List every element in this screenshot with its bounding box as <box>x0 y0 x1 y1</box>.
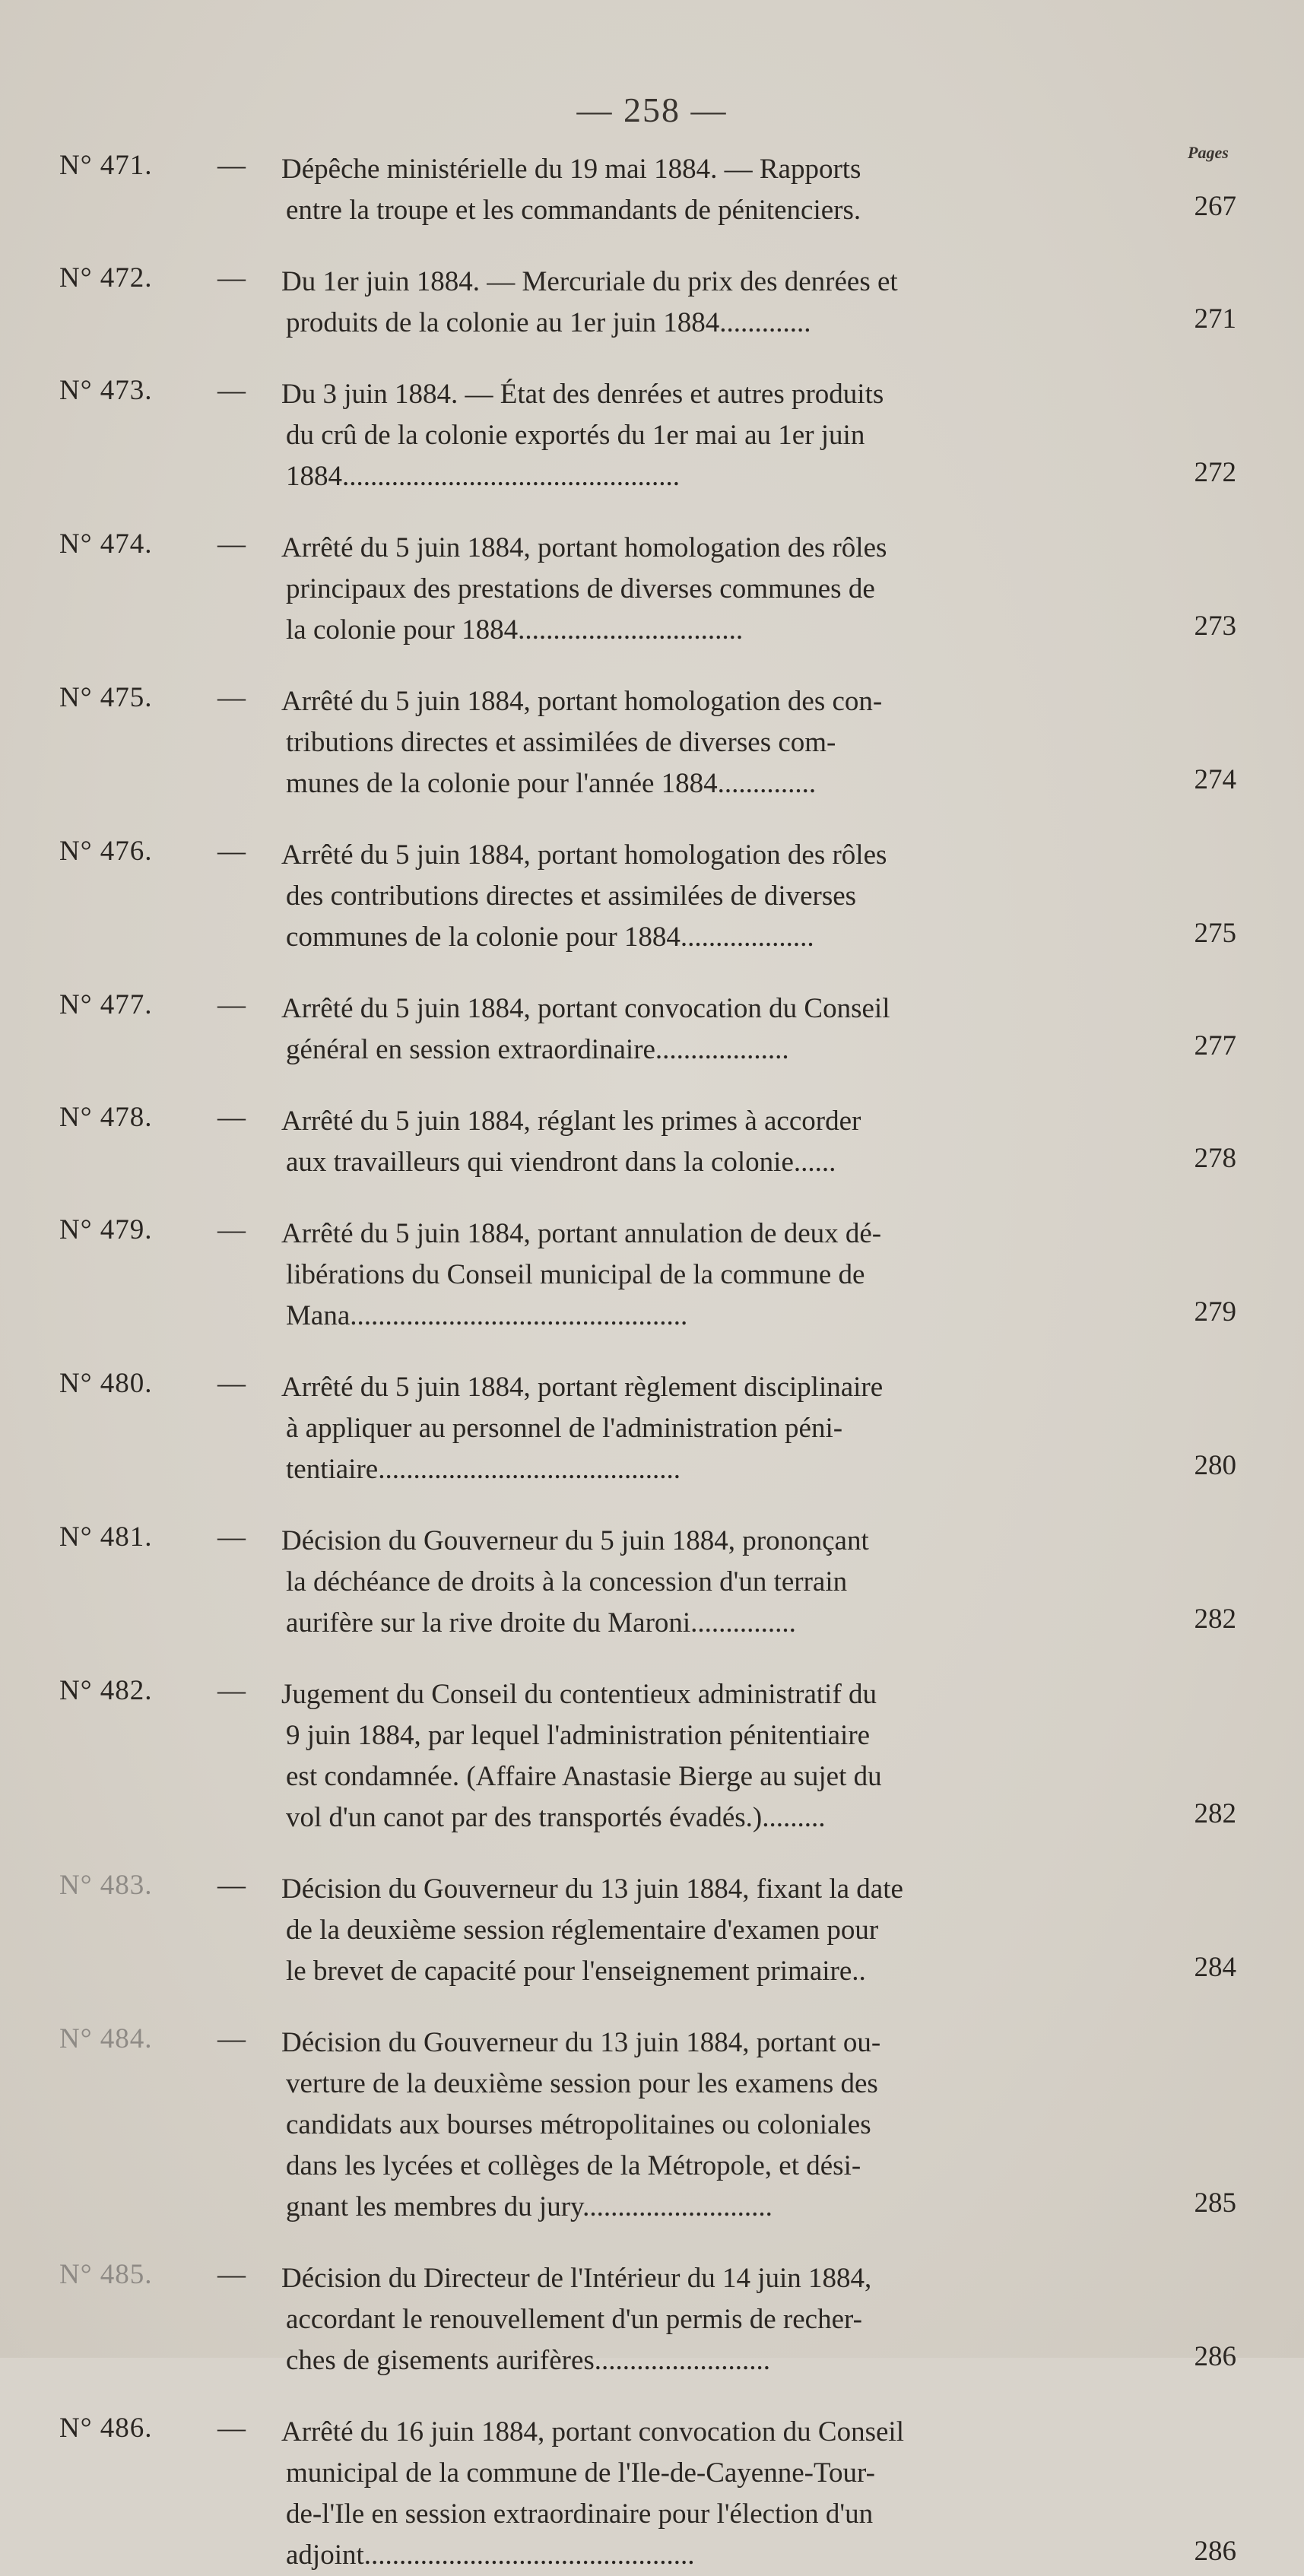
entry-line: ches de gisements aurifères......................... <box>286 2345 771 2376</box>
page-number: — 258 — <box>576 90 728 129</box>
entry-dash: — <box>217 1521 246 1553</box>
entry-line: munes de la colonie pour l'année 1884.............. <box>286 768 817 799</box>
entry-description <box>265 262 1230 344</box>
entry-line: produits de la colonie au 1er juin 1884............. <box>286 307 811 338</box>
entry-line: entre la troupe et les commandants de pénitenciers. <box>286 195 861 226</box>
entry-number: N° 475. <box>59 682 153 713</box>
entry-page-reference: 272 <box>1194 457 1236 488</box>
entry-description <box>265 2258 1230 2381</box>
entry-number: N° 486. <box>59 2413 153 2444</box>
entry-number: N° 480. <box>59 1368 153 1399</box>
entry-line: Décision du Gouverneur du 13 juin 1884, fixant la date <box>281 1873 903 1905</box>
entry-line: gnant les membres du jury........................... <box>286 2191 773 2222</box>
entry-dash: — <box>217 1102 246 1133</box>
entry-description <box>265 1101 1230 1183</box>
entry-line: Du 1er juin 1884. — Mercuriale du prix des denrées et <box>281 266 898 297</box>
entry-line: est condamnée. (Affaire Anastasie Bierge au sujet du <box>286 1761 882 1792</box>
entry-page-reference: 273 <box>1194 611 1236 642</box>
entry-description <box>265 1869 1230 1992</box>
entry-number: N° 484. <box>59 2023 153 2054</box>
entry-description <box>265 1674 1230 1838</box>
entry-dash: — <box>217 1368 246 1399</box>
entry-page-reference: 267 <box>1194 191 1236 222</box>
entry-line: communes de la colonie pour 1884................... <box>286 922 814 953</box>
entry-page-reference: 286 <box>1194 2536 1236 2567</box>
entry-page-reference: 271 <box>1194 303 1236 335</box>
entry-line: principaux des prestations de diverses communes de <box>286 573 875 604</box>
entry-line: vol d'un canot par des transportés évadés.)......... <box>286 1802 826 1833</box>
entry-dash: — <box>217 1675 246 1706</box>
entry-line: accordant le renouvellement d'un permis de recher- <box>286 2304 862 2335</box>
entry-number: N° 473. <box>59 375 153 406</box>
entry-description <box>265 2412 1230 2576</box>
entry-line: candidats aux bourses métropolitaines ou coloniales <box>286 2109 871 2140</box>
entry-page-reference: 282 <box>1194 1798 1236 1829</box>
entry-line: Du 3 juin 1884. — État des denrées et autres produits <box>281 379 884 410</box>
entry-dash: — <box>217 2023 246 2054</box>
entry-number: N° 483. <box>59 1870 153 1901</box>
entry-page-reference: 284 <box>1194 1952 1236 1983</box>
entry-line: dans les lycées et collèges de la Métropole, et dési- <box>286 2150 861 2181</box>
entry-page-reference: 274 <box>1194 764 1236 795</box>
entry-line: de la deuxième session réglementaire d'examen pour <box>286 1915 879 1946</box>
entry-dash: — <box>217 375 246 406</box>
entry-line: Jugement du Conseil du contentieux administratif du <box>281 1679 877 1710</box>
entry-number: N° 476. <box>59 836 153 867</box>
pages-column-label: Pages <box>1188 143 1229 162</box>
entry-number: N° 485. <box>59 2259 153 2290</box>
entry-line: le brevet de capacité pour l'enseignement primaire.. <box>286 1956 866 1987</box>
entry-line: Arrêté du 5 juin 1884, portant convocation du Conseil <box>281 993 890 1024</box>
entry-dash: — <box>217 262 246 293</box>
entry-line: 9 juin 1884, par lequel l'administration pénitentiaire <box>286 1720 871 1751</box>
entry-line: général en session extraordinaire................... <box>286 1034 789 1065</box>
entry-page-reference: 278 <box>1194 1143 1236 1174</box>
entry-line: Dépêche ministérielle du 19 mai 1884. — Rapports <box>281 154 861 185</box>
entry-dash: — <box>217 2413 246 2444</box>
entry-line: Arrêté du 5 juin 1884, portant homologation des con- <box>281 686 883 717</box>
entry-description <box>265 835 1230 958</box>
entry-line: Arrêté du 5 juin 1884, portant annulation de deux dé- <box>281 1218 882 1249</box>
entry-number: N° 479. <box>59 1214 153 1245</box>
entry-line: Arrêté du 5 juin 1884, portant homologation des rôles <box>281 532 887 563</box>
entry-page-reference: 285 <box>1194 2187 1236 2219</box>
entry-line: des contributions directes et assimilées de diverses <box>286 880 857 912</box>
entry-line: la colonie pour 1884................................ <box>286 614 744 646</box>
entry-description <box>265 1213 1230 1337</box>
entry-number: N° 481. <box>59 1521 153 1553</box>
entry-description <box>265 1367 1230 1490</box>
entry-dash: — <box>217 1214 246 1245</box>
entry-line: Décision du Directeur de l'Intérieur du 14 juin 1884, <box>281 2263 872 2294</box>
entry-line: tentiaire........................................... <box>286 1454 681 1485</box>
entry-line: tributions directes et assimilées de diverses com- <box>286 727 836 758</box>
entry-line: municipal de la commune de l'Ile-de-Cayenne-Tour- <box>286 2457 875 2489</box>
entry-page-reference: 286 <box>1194 2341 1236 2372</box>
entry-line: 1884................................................ <box>286 461 680 492</box>
entry-line: libérations du Conseil municipal de la commune de <box>286 1259 865 1290</box>
entry-description <box>265 681 1230 804</box>
entry-number: N° 471. <box>59 150 153 181</box>
entry-number: N° 472. <box>59 262 153 293</box>
entry-dash: — <box>217 989 246 1020</box>
entry-description <box>265 149 1230 231</box>
entry-description <box>265 988 1230 1071</box>
entry-number: N° 478. <box>59 1102 153 1133</box>
entry-page-reference: 275 <box>1194 918 1236 949</box>
entry-description <box>265 1521 1230 1644</box>
entry-number: N° 474. <box>59 528 153 560</box>
entry-line: à appliquer au personnel de l'administration péni- <box>286 1413 843 1444</box>
entry-page-reference: 282 <box>1194 1604 1236 1635</box>
entry-line: Décision du Gouverneur du 5 juin 1884, prononçant <box>281 1525 869 1556</box>
entry-description <box>265 374 1230 497</box>
entry-dash: — <box>217 682 246 713</box>
entry-dash: — <box>217 2259 246 2290</box>
entry-line: Arrêté du 16 juin 1884, portant convocation du Conseil <box>281 2416 904 2448</box>
entry-number: N° 482. <box>59 1675 153 1706</box>
entry-description <box>265 2022 1230 2228</box>
entry-line: de-l'Ile en session extraordinaire pour l'élection d'un <box>286 2498 874 2530</box>
entry-line: Mana................................................ <box>286 1300 688 1331</box>
entry-line: Décision du Gouverneur du 13 juin 1884, portant ou- <box>281 2027 881 2058</box>
entry-line: verture de la deuxième session pour les examens des <box>286 2068 878 2099</box>
entry-line: du crû de la colonie exportés du 1er mai au 1er juin <box>286 420 865 451</box>
entry-line: Arrêté du 5 juin 1884, réglant les primes à accorder <box>281 1106 861 1137</box>
entry-page-reference: 279 <box>1194 1296 1236 1328</box>
entry-page-reference: 280 <box>1194 1450 1236 1481</box>
entry-dash: — <box>217 1870 246 1901</box>
entry-line: la déchéance de droits à la concession d'un terrain <box>286 1566 848 1597</box>
entry-dash: — <box>217 528 246 560</box>
entry-line: adjoint............................................... <box>286 2540 695 2571</box>
entry-description <box>265 528 1230 651</box>
entry-number: N° 477. <box>59 989 153 1020</box>
entry-line: Arrêté du 5 juin 1884, portant homologation des rôles <box>281 839 887 871</box>
entry-dash: — <box>217 836 246 867</box>
entry-page-reference: 277 <box>1194 1030 1236 1061</box>
entry-line: Arrêté du 5 juin 1884, portant règlement disciplinaire <box>281 1372 884 1403</box>
entry-line: aux travailleurs qui viendront dans la colonie...... <box>286 1147 836 1178</box>
entry-dash: — <box>217 150 246 181</box>
entry-line: aurifère sur la rive droite du Maroni............... <box>286 1607 796 1639</box>
